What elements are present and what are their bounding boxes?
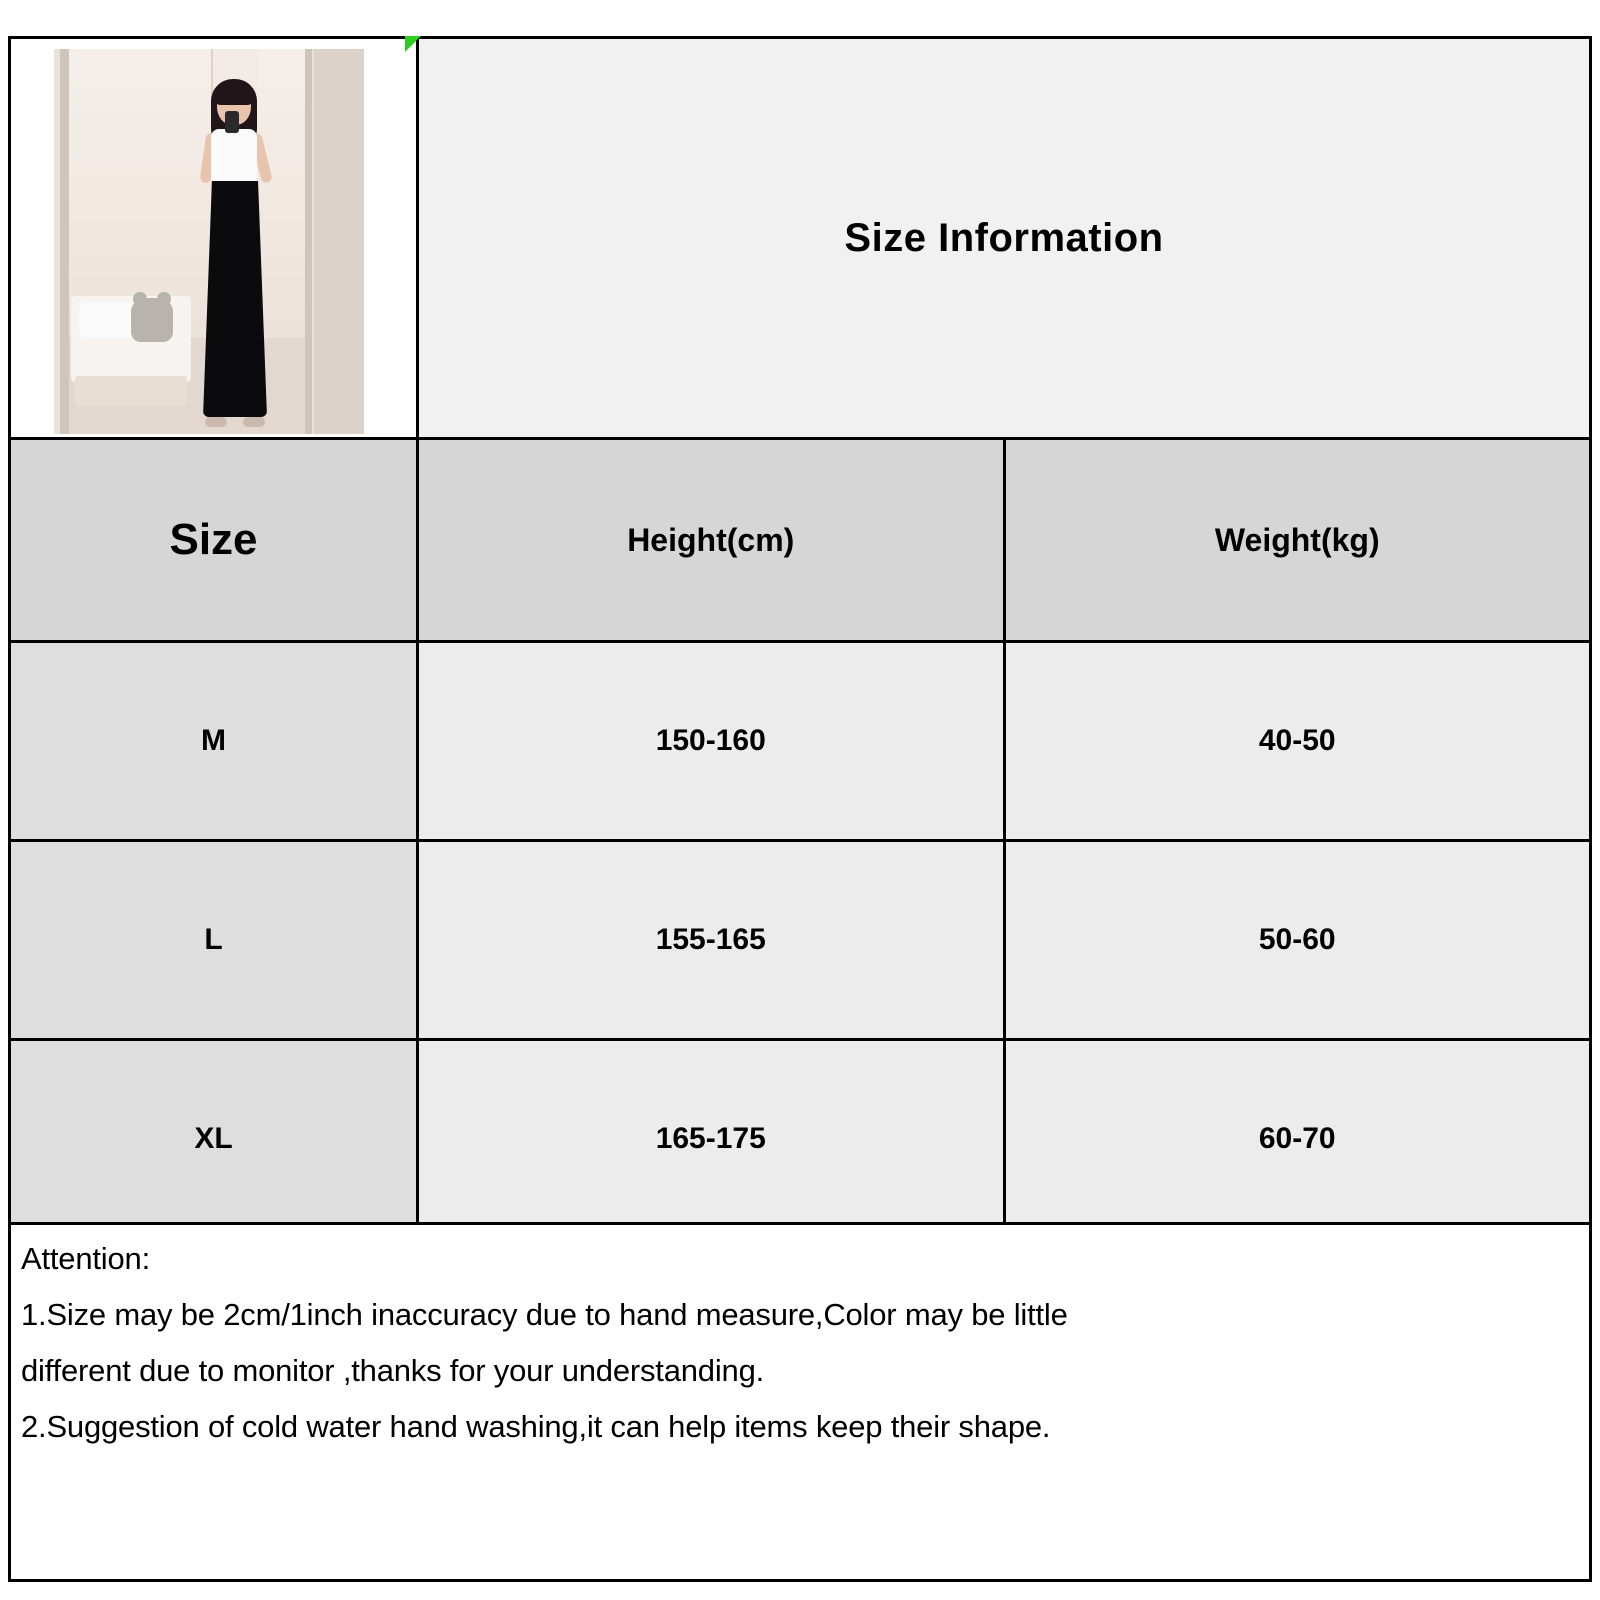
size-information-table <box>8 36 1592 1240</box>
column-header-weight: Weight(kg) <box>1004 439 1591 642</box>
attention-line-3: 2.Suggestion of cold water hand washing,it can help items keep their shape. <box>21 1409 1051 1444</box>
column-header-size: Size <box>10 439 418 642</box>
cell-height: 150-160 <box>418 642 1005 841</box>
model-hair-front <box>215 83 253 105</box>
model-figure <box>187 85 283 429</box>
title-cell <box>418 38 1591 439</box>
wall-right <box>314 49 364 434</box>
attention-line-2: different due to monitor ,thanks for your understanding. <box>21 1353 765 1388</box>
table-header-row <box>10 439 1591 642</box>
phone-icon <box>225 111 239 133</box>
mirror-reflection <box>69 49 305 434</box>
product-photo <box>54 49 364 434</box>
cell-size: M <box>10 642 418 841</box>
product-photo-cell <box>10 38 418 439</box>
table-row <box>10 642 1591 841</box>
cell-weight: 60-70 <box>1004 1040 1591 1239</box>
column-header-height: Height(cm) <box>418 439 1005 642</box>
attention-heading: Attention: <box>21 1241 150 1276</box>
attention-block <box>8 1222 1592 1582</box>
green-corner-marker <box>405 36 421 52</box>
cell-height: 165-175 <box>418 1040 1005 1239</box>
table-row <box>10 841 1591 1040</box>
table-top-row <box>10 38 1591 439</box>
model-crop-top <box>211 129 257 183</box>
page-title: Size Information <box>844 215 1164 260</box>
cell-height: 155-165 <box>418 841 1005 1040</box>
table-row <box>10 1040 1591 1239</box>
model-shoe-left <box>205 417 227 427</box>
mirror-frame <box>60 49 312 434</box>
model-shoe-right <box>243 417 265 427</box>
cell-weight: 40-50 <box>1004 642 1591 841</box>
cell-size: L <box>10 841 418 1040</box>
cell-size: XL <box>10 1040 418 1239</box>
cell-weight: 50-60 <box>1004 841 1591 1040</box>
pillow <box>79 302 137 338</box>
bed-base <box>75 376 187 406</box>
model-black-pants <box>203 181 267 417</box>
teddy-bear <box>131 298 173 342</box>
attention-line-1: 1.Size may be 2cm/1inch inaccuracy due to hand measure,Color may be little <box>21 1297 1068 1332</box>
